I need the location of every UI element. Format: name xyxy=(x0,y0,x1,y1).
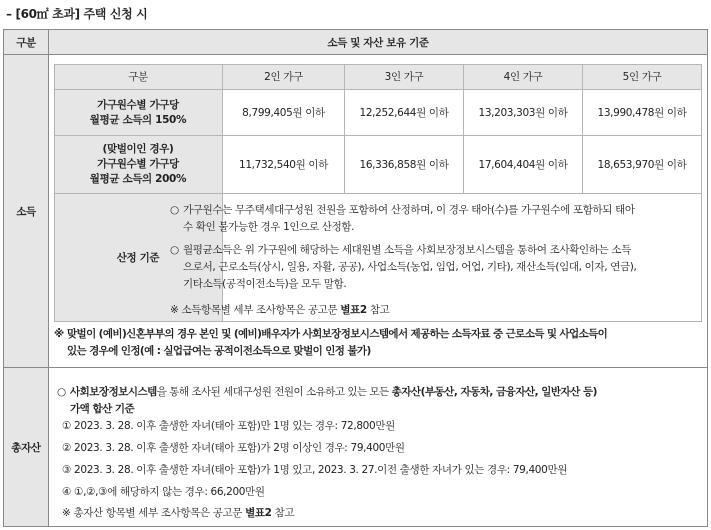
income-row-150-value-4: 13,203,303원 이하 xyxy=(478,107,568,119)
calc-footnote-text: 소득항목별 세부 조사항목은 공고문 xyxy=(181,304,338,316)
assets-intro-mid: 을 통해 조사된 세대구성원 전원이 소유하고 있는 모든 xyxy=(156,386,389,398)
income-col-category: 구분 xyxy=(54,64,222,89)
note-marker: ※ xyxy=(170,304,179,316)
calc-note-line: 월평균소득은 위 가구원에 해당하는 세대원별 소득을 사회보장정보시스템을 통하여 조사확인하는 소득 xyxy=(183,244,631,256)
assets-intro-bold2: 총자산(부동산, 자동차, 금융자산, 일반자산 등) xyxy=(391,386,597,398)
income-row-200-label-line: (맞벌이인 경우) xyxy=(102,143,174,155)
assets-footnote-tail: 참고 xyxy=(274,507,295,519)
income-row-150-label xyxy=(54,90,222,135)
income-row-200-value-5: 18,653,970원 이하 xyxy=(597,159,687,171)
income-row-150-value-2: 8,799,405원 이하 xyxy=(242,107,325,119)
couple-note-line: 있는 경우에 인정(예 : 실업급여는 공적이전소득으로 맞벌이 인정 불가) xyxy=(67,345,371,357)
calc-note-line: 가구원수는 무주택세대구성원 전원을 포함하여 산정하며, 이 경우 태아(수)를 가구원수에 포함하되 태아 xyxy=(183,204,635,216)
assets-label: 총자산 xyxy=(4,368,48,526)
income-label: 소득 xyxy=(4,55,48,367)
income-col-3: 3인 가구 xyxy=(345,64,463,89)
couple-note xyxy=(54,326,704,360)
calc-footnote-tail: 참고 xyxy=(369,304,390,316)
income-row-200-label-line: 월평균 소득의 200% xyxy=(89,173,187,185)
income-row-200-label-line: 가구원수별 가구당 xyxy=(97,158,179,170)
calc-note-line: 수 확인 불가능한 경우 1인으로 산정함. xyxy=(183,221,355,233)
circle-bullet: ○ xyxy=(170,244,179,256)
income-col-4: 4인 가구 xyxy=(464,64,582,89)
assets-footnote xyxy=(62,505,294,522)
section-title: – [60㎡ 초과] 주택 신청 시 xyxy=(6,7,148,21)
header-criteria: 소득 및 자산 보유 기준 xyxy=(49,30,707,54)
income-row-150-value-5: 13,990,478원 이하 xyxy=(597,107,687,119)
circle-bullet: ○ xyxy=(57,386,66,398)
income-row-200-label xyxy=(54,136,222,193)
calc-note-household xyxy=(170,202,700,236)
income-col-5: 5인 가구 xyxy=(583,64,701,89)
income-row-200-value-4: 17,604,404원 이하 xyxy=(478,159,568,171)
income-row-150-value-3: 12,252,644원 이하 xyxy=(359,107,449,119)
asset-item-3: ③ 2023. 3. 28. 이후 출생한 자녀(태아 포함)가 1명 있고, 2023. 3. 27.이전 출생한 자녀가 있는 경우: 79,400만원 xyxy=(62,464,568,476)
calc-basis-label: 산정 기준 xyxy=(54,194,222,321)
assets-intro xyxy=(57,384,705,418)
note-marker: ※ xyxy=(54,328,64,340)
calc-note-line: 기타소득(공적이전소득)을 모두 말함. xyxy=(183,278,347,290)
couple-note-line: 맞벌이 (예비)신혼부부의 경우 본인 및 (예비)배우자가 사회보장정보시스템에서 제공하는 소득자료 중 근로소득 및 사업소득이 xyxy=(67,328,608,340)
calc-note-line: 으로서, 근로소득(상시, 일용, 자활, 공공), 사업소득(농업, 임업, 어업, 기타), 재산소득(임대, 이자, 연금), xyxy=(183,261,637,273)
assets-footnote-text: 총자산 항목별 세부 조사항목은 공고문 xyxy=(73,507,243,519)
asset-item-2: ② 2023. 3. 28. 이후 출생한 자녀(태아 포함)가 2명 이상인 경우: 79,400만원 xyxy=(62,442,405,454)
assets-intro-line2: 가액 합산 기준 xyxy=(70,403,135,415)
calc-footnote xyxy=(170,302,389,319)
income-col-2: 2인 가구 xyxy=(223,64,344,89)
header-category: 구분 xyxy=(4,30,48,54)
appendix-ref: 별표2 xyxy=(340,304,367,316)
calc-note-income xyxy=(170,242,700,293)
assets-intro-bold1: 사회보장정보시스템 xyxy=(70,386,157,398)
circle-bullet: ○ xyxy=(170,204,179,216)
income-row-200-value-2: 11,732,540원 이하 xyxy=(239,159,328,171)
income-row-150-label-line: 월평균 소득의 150% xyxy=(89,113,187,126)
income-row-150-label-line: 가구원수별 가구당 xyxy=(97,98,179,111)
asset-item-1: ① 2023. 3. 28. 이후 출생한 자녀(태아 포함)만 1명 있는 경우: 72,800만원 xyxy=(62,420,395,432)
appendix-ref: 별표2 xyxy=(245,507,272,519)
income-row-200-value-3: 16,336,858원 이하 xyxy=(359,159,449,171)
note-marker: ※ xyxy=(62,507,71,519)
asset-item-4: ④ ①,②,③에 해당하지 않는 경우: 66,200만원 xyxy=(62,486,265,498)
